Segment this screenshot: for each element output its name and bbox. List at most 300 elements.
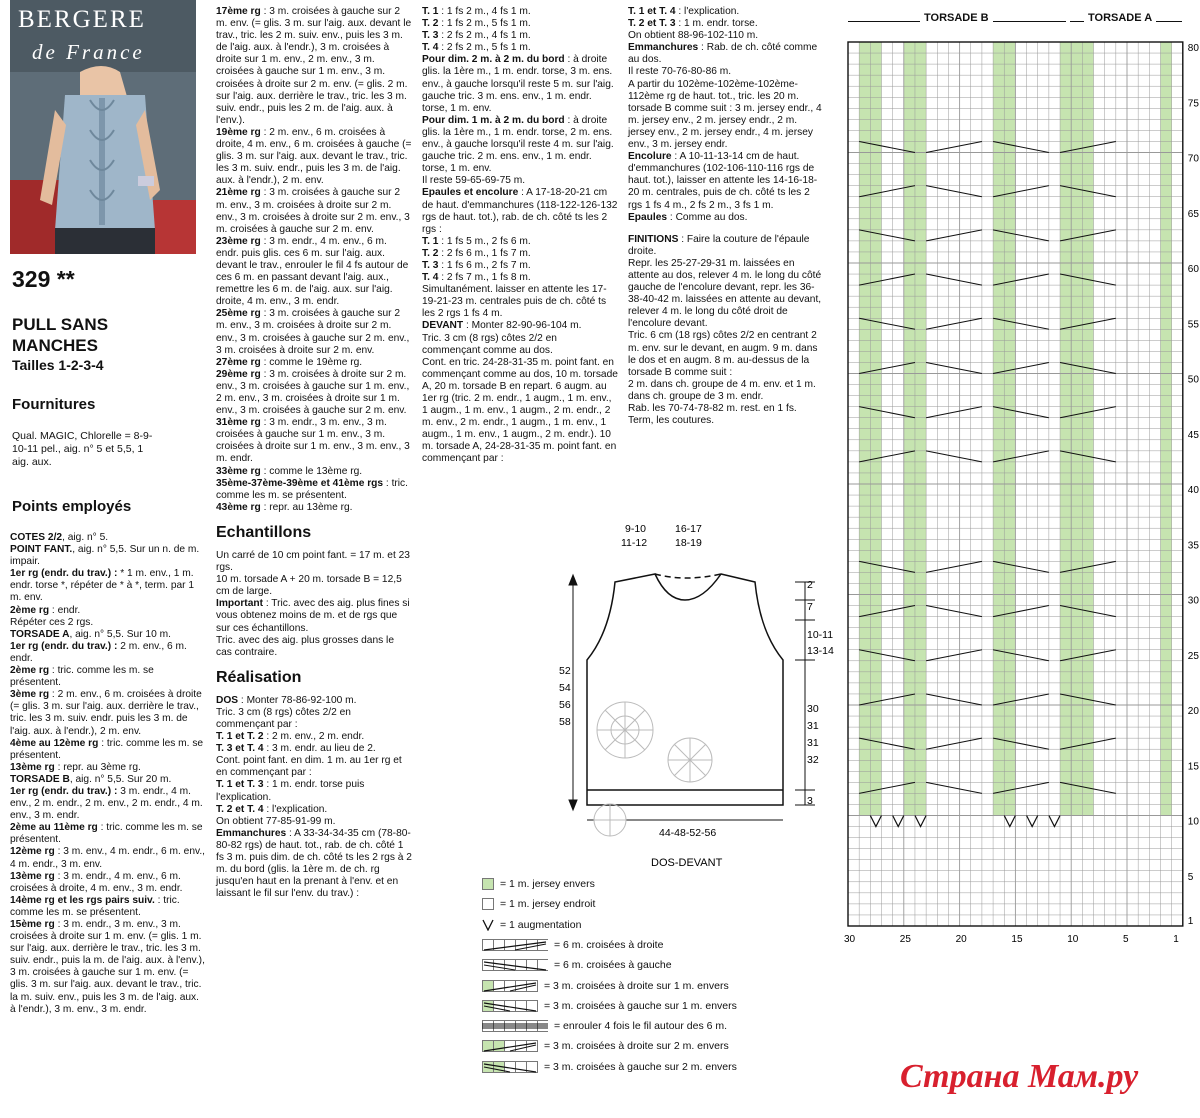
paragraph-text: A partir du 102ème-102ème-102ème-112ème rg de haut. tot., tric. les 20 m. torsade B comme suit : 3 m. jersey endr., 4 m. jersey env., 2 m. jersey endr., 2 m. jersey env., 2 m. jersey endr., 4 m. jersey env., 3 m. jersey endr. bbox=[628, 78, 822, 151]
dim-width: 44-48-52-56 bbox=[659, 827, 717, 839]
paragraph-text: : 1 fs 6 m., 2 fs 7 m. bbox=[438, 259, 531, 271]
paragraph-term: 29ème rg bbox=[216, 368, 261, 380]
paragraph-text: Tric. avec des aig. plus grosses dans le cas contraire. bbox=[216, 634, 394, 658]
paragraph-term: DOS bbox=[216, 694, 239, 706]
instruction-paragraph bbox=[422, 42, 618, 54]
paragraph-term: COTES 2/2 bbox=[10, 532, 63, 543]
paragraph-text: On obtient 77-85-91-99 m. bbox=[216, 815, 336, 827]
model-illustration bbox=[10, 0, 196, 254]
paragraph-text: : 3 m. croisées à gauche sur 2 m. env. (= glis. 3 m. sur l'aig. aux. devant le trav., tric. les 2 m. suiv. env., puis les 3 m. de l'aig. aux. à l'endr.), 3 m. croisées à droite sur 1 m. env., 2 m. env., 3 m. croisées à gauche sur 1 m. env., 3 m. croisées à droite sur 2 m. env. (= glis. 2 m. sur l'aig. aux. derrière le trav., tric. les 3 m. suiv. endr., puis les 2 m. de l'aig. aux. à l'env.). bbox=[216, 6, 412, 126]
cable-cross-mark bbox=[926, 186, 982, 197]
paragraph-text: : 2 fs 2 m., 5 fs 1 m. bbox=[438, 42, 531, 54]
paragraph-term: T. 1 et T. 4 bbox=[628, 6, 676, 17]
stitch-paragraph bbox=[10, 846, 206, 870]
making-text bbox=[216, 695, 412, 901]
instruction-paragraph bbox=[422, 236, 618, 248]
making-paragraph bbox=[216, 779, 412, 803]
making-paragraph bbox=[216, 755, 412, 779]
legend-symbol-icon bbox=[482, 939, 548, 951]
legend-symbol-icon bbox=[482, 959, 548, 971]
y-tick-label: 55 bbox=[1187, 319, 1199, 331]
instruction-paragraph bbox=[422, 260, 618, 272]
dim-neck-1: 9-10 bbox=[625, 523, 647, 535]
paragraph-term: Pour dim. 2 m. à 2 m. du bord bbox=[422, 54, 565, 66]
paragraph-term: 3ème rg bbox=[10, 689, 50, 701]
paragraph-term: 13ème rg bbox=[10, 761, 55, 773]
front-paragraph bbox=[628, 66, 824, 78]
y-tick-label: 25 bbox=[1187, 650, 1199, 662]
legend-label: = enrouler 4 fois le fil autour des 6 m. bbox=[554, 1020, 728, 1033]
dim-right-top-2: 7 bbox=[807, 601, 813, 613]
stitch-paragraph bbox=[10, 774, 206, 786]
legend-label: = 1 augmentation bbox=[500, 918, 582, 931]
instruction-paragraph bbox=[422, 187, 618, 235]
gauge-paragraph bbox=[216, 598, 412, 634]
paragraph-text: : 3 m. endr., 3 m. env., 3 m. croisées à gauche sur 1 m. env., 3 m. croisées à droite sur 1 m. env., 3 m. env., 3 m. endr. bbox=[216, 417, 410, 465]
paragraph-text: Un carré de 10 cm point fant. = 17 m. et 23 rgs. bbox=[216, 549, 410, 574]
paragraph-term: T. 4 bbox=[422, 272, 439, 284]
paragraph-term: 27ème rg bbox=[216, 356, 261, 368]
paragraph-term: T. 2 bbox=[422, 18, 439, 30]
paragraph-term: T. 3 bbox=[422, 30, 439, 42]
stitch-paragraph bbox=[10, 895, 206, 919]
row-paragraph bbox=[216, 308, 412, 356]
brand-subname: de France bbox=[32, 40, 145, 64]
paragraph-term: 31ème rg bbox=[216, 417, 261, 429]
paragraph-term: 1er rg (endr. du trav.) : bbox=[10, 568, 118, 580]
paragraph-text: : Tric. avec des aig. plus fines si vous obtenez moins de m. et de rgs que sur ces échantillons. bbox=[216, 598, 410, 634]
paragraph-term: T. 1 et T. 3 bbox=[216, 779, 264, 791]
paragraph-term: Important bbox=[216, 598, 263, 610]
front-paragraph bbox=[628, 30, 824, 42]
front-paragraph bbox=[628, 212, 824, 224]
paragraph-text: : tric. comme les m. se présentent. bbox=[10, 822, 203, 846]
paragraph-text: : Rab. de ch. côté comme au dos. bbox=[628, 42, 818, 66]
stitch-paragraph bbox=[10, 762, 206, 774]
dim-shoulder-1: 16-17 bbox=[675, 523, 702, 535]
increase-mark bbox=[1049, 816, 1060, 827]
paragraph-term: TORSADE A bbox=[10, 628, 70, 640]
cable-b-label: TORSADE B bbox=[920, 12, 993, 24]
paragraph-text: : Comme au dos. bbox=[667, 211, 748, 223]
paragraph-term: T. 2 bbox=[422, 247, 439, 259]
cable-cross-mark bbox=[926, 230, 982, 241]
legend-item bbox=[482, 877, 595, 891]
legend-symbol-icon bbox=[482, 898, 494, 910]
instruction-paragraph bbox=[422, 248, 618, 260]
paragraph-term: DEVANT bbox=[422, 320, 464, 332]
paragraph-text: 3 m. endr., 4 m. env., 2 m. endr., 2 m. env., 2 m. endr., 4 m. env., 3 m. endr. bbox=[10, 785, 203, 822]
paragraph-term: T. 3 et T. 4 bbox=[216, 743, 264, 755]
paragraph-text: : 1 m. endr. torse. bbox=[675, 18, 758, 30]
gauge-paragraph bbox=[216, 574, 412, 598]
making-paragraph bbox=[216, 804, 412, 816]
paragraph-text: : 3 m. endr. au lieu de 2. bbox=[263, 743, 376, 755]
making-paragraph bbox=[216, 828, 412, 901]
legend-label: = 3 m. croisées à gauche sur 2 m. envers bbox=[544, 1060, 737, 1073]
paragraph-term: 35ème-37ème-39ème et 41ème rgs bbox=[216, 477, 384, 489]
paragraph-term: Encolure bbox=[628, 151, 672, 163]
stitch-paragraph bbox=[10, 786, 206, 822]
paragraph-term: Pour dim. 1 m. à 2 m. du bord bbox=[422, 114, 565, 126]
supplies-header: Fournitures bbox=[12, 396, 96, 413]
stitch-paragraph bbox=[10, 629, 206, 641]
instruction-paragraph bbox=[422, 6, 618, 18]
instruction-paragraph bbox=[422, 54, 618, 114]
paragraph-text: , aig. n° 5,5. Sur 20 m. bbox=[69, 773, 172, 785]
paragraph-text: : comme le 13ème rg. bbox=[260, 465, 363, 477]
y-tick-label: 15 bbox=[1187, 761, 1199, 773]
paragraph-term: Epaules bbox=[628, 211, 668, 223]
paragraph-text: Il reste 70-76-80-86 m. bbox=[628, 66, 732, 78]
stitches-header: Points employés bbox=[12, 498, 132, 515]
front-paragraph bbox=[628, 6, 824, 18]
finishing-paragraph bbox=[628, 258, 824, 331]
dim-length-2: 54 bbox=[559, 682, 571, 694]
knitting-chart bbox=[840, 8, 1200, 958]
stitch-paragraph bbox=[10, 738, 206, 762]
paragraph-term: T. 1 bbox=[422, 6, 439, 17]
instruction-paragraph bbox=[422, 357, 618, 466]
paragraph-term: Emmanchures bbox=[628, 42, 699, 54]
y-tick-label: 40 bbox=[1187, 485, 1199, 497]
paragraph-text: Term, les coutures. bbox=[628, 415, 715, 427]
paragraph-term: 14ème rg et les rgs pairs suiv. bbox=[10, 894, 155, 906]
row-instructions bbox=[216, 6, 412, 514]
paragraph-text: : A 33-34-34-35 cm (78-80-80-82 rgs) de haut. tot., rab. de ch. côté 1 fs 3 m. puis dim. de ch. côté ts les 2 rgs à 2 m. du bord (glis. la 1ère m. de ch. rg jusqu'en haut en la prenant à l'env. et en laissant le fil sur l'env. du trav.) : bbox=[216, 827, 412, 900]
legend-item bbox=[482, 918, 581, 932]
paragraph-term: T. 2 et T. 4 bbox=[216, 803, 264, 815]
legend-item bbox=[482, 958, 672, 972]
cable-cross-mark bbox=[926, 362, 982, 373]
x-tick-label: 25 bbox=[899, 934, 911, 945]
y-tick-label: 10 bbox=[1187, 816, 1199, 828]
paragraph-term: 43ème rg bbox=[216, 501, 261, 513]
instructions-column-2 bbox=[216, 6, 412, 900]
y-tick-label: 75 bbox=[1187, 98, 1199, 110]
paragraph-text: : 1 fs 2 m., 4 fs 1 m. bbox=[438, 6, 531, 17]
stitch-paragraph bbox=[10, 605, 206, 617]
paragraph-text: , aig. n° 5. bbox=[62, 532, 109, 543]
paragraph-term: 21ème rg bbox=[216, 187, 261, 199]
dim-body-3: 31 bbox=[807, 737, 819, 749]
instruction-paragraph bbox=[422, 320, 618, 332]
paragraph-text: : 3 m. croisées à gauche sur 2 m. env., 3 m. croisées à droite sur 2 m. env., 3 m. croisées à gauche sur 2 m. env., 3 m. croisées à droite sur 2 m. env. bbox=[216, 308, 410, 356]
increase-mark bbox=[915, 816, 926, 827]
y-tick-label: 1 bbox=[1187, 916, 1194, 927]
x-tick-label: 20 bbox=[955, 934, 967, 945]
cable-cross-mark bbox=[926, 606, 982, 617]
model-number: 329 ** bbox=[12, 266, 75, 292]
legend-label: = 1 m. jersey endroit bbox=[500, 898, 596, 911]
instructions-column-3 bbox=[422, 6, 618, 466]
paragraph-text: 2 m. env., 6 m. endr. bbox=[10, 640, 187, 664]
paragraph-text: : 2 m. env., 2 m. endr. bbox=[263, 731, 365, 743]
paragraph-text: : tric. comme les m. se présentent. bbox=[10, 737, 204, 761]
increase-mark bbox=[893, 816, 904, 827]
increase-mark bbox=[1004, 816, 1015, 827]
legend-label: = 3 m. croisées à droite sur 2 m. envers bbox=[544, 1040, 729, 1053]
cable-cross-mark bbox=[926, 274, 982, 285]
dim-length-1: 52 bbox=[559, 665, 571, 677]
legend-symbol-icon bbox=[482, 980, 538, 992]
stitch-paragraph bbox=[10, 689, 206, 737]
legend-item bbox=[482, 1060, 737, 1074]
pattern-title bbox=[12, 314, 162, 356]
paragraph-text: : à droite glis. la 1ère m., 1 m. endr. torse, 3 m. ens. env., à gauche lorsqu'il reste 5 m. sur l'aig. gauche tric. 3 m. ens. env., 1 m. endr. torse, 1 m. env. bbox=[422, 54, 614, 114]
x-tick-label: 15 bbox=[1011, 934, 1023, 945]
row-paragraph bbox=[216, 502, 412, 514]
cable-cross-mark bbox=[926, 561, 982, 572]
paragraph-text: Tric. 3 cm (8 rgs) côtes 2/2 en commençant par : bbox=[216, 706, 351, 730]
paragraph-term: 17ème rg bbox=[216, 6, 261, 17]
finishing-paragraph bbox=[628, 234, 824, 258]
legend-item bbox=[482, 999, 737, 1013]
paragraph-text: : 3 m. endr., 3 m. env., 3 m. croisées à droite sur 1 m. env. (= glis. 1 m. sur l'aig. aux. derrière le trav., tric. les 3 m. suiv. endr., puis la m. de l'aig. aux. à l'env.), 3 m. croisées à gauche sur 1 m. env. (= glis. 3 m. sur l'aig. aux. devant le trav., tric. la m. suiv. env., puis les 3 m. de l'aig. aux. à l'endr.), 3 m. env., 3 m. endr. bbox=[10, 919, 205, 1015]
finishing-paragraph bbox=[628, 403, 824, 415]
legend-item bbox=[482, 938, 663, 952]
paragraph-text: Simultanément. laisser en attente les 17-19-21-23 m. centrales puis de ch. côté ts les 2 rgs 1 fs 4 m. bbox=[422, 284, 607, 320]
paragraph-term: 1er rg (endr. du trav.) : bbox=[10, 785, 118, 797]
y-tick-label: 35 bbox=[1187, 540, 1199, 552]
row-paragraph bbox=[216, 417, 412, 465]
paragraph-term: 1er rg (endr. du trav.) : bbox=[10, 640, 118, 652]
legend-item bbox=[482, 979, 729, 993]
paragraph-text: : 3 m. endr., 4 m. env., 6 m. croisées à droite, 4 m. env., 3 m. endr. bbox=[10, 870, 183, 894]
dim-armhole-1: 10-11 bbox=[807, 629, 834, 641]
paragraph-text: : l'explication. bbox=[263, 803, 328, 815]
dim-shoulder-2: 18-19 bbox=[675, 537, 702, 549]
legend-symbol-icon bbox=[482, 919, 494, 931]
row-paragraph bbox=[216, 127, 412, 187]
paragraph-text: , aig. n° 5,5. Sur un n. de m. impair. bbox=[10, 544, 200, 568]
finishing-paragraph bbox=[628, 379, 824, 403]
paragraph-term: 25ème rg bbox=[216, 308, 261, 320]
cable-cross-mark bbox=[926, 650, 982, 661]
supplies-text: Qual. MAGIC, Chlorelle = 8-9-10-11 pel., aig. n° 5 et 5,5, 1 aig. aux. bbox=[12, 430, 153, 468]
cable-cross-mark bbox=[926, 738, 982, 749]
paragraph-text: Cont. en tric. 24-28-31-35 m. point fant. en commençant comme au dos, 10 m. torsade A, 20 m. torsade B en repart. 6 augm. au 1er rg (tric. 2 m. endr., 1 augm., 1 m. env., 1 augm., 1 m. env., 1 augm., 2 m. endr., 2 m. env., 2 m. endr., 1 augm., 1 m. env., 1 augm., 1 m. env., 1 augm., 2 m. endr.). 10 m. torsade A, 24-28-31-35 m. point fant. en commençant par : bbox=[422, 356, 618, 465]
paragraph-term: T. 2 et T. 3 bbox=[628, 18, 676, 30]
paragraph-text: : tric. comme les m. se présentent. bbox=[10, 665, 154, 689]
paragraph-text: : 1 m. endr. torse puis l'explication. bbox=[216, 779, 365, 803]
making-paragraph bbox=[216, 731, 412, 743]
instruction-paragraph bbox=[422, 175, 618, 187]
x-tick-label: 30 bbox=[844, 934, 856, 945]
cable-cross-mark bbox=[926, 782, 982, 793]
paragraph-text: : à droite glis. la 1ère m., 1 m. endr. torse, 2 m. ens. env., à gauche lorsqu'il reste 4 m. sur l'aig. gauche tric. 2 m. ens. env., 1 m. endr. torse, 1 m. env. bbox=[422, 114, 614, 175]
y-tick-label: 45 bbox=[1187, 429, 1199, 441]
paragraph-text: : repr. au 3ème rg. bbox=[54, 761, 141, 773]
gauge-paragraph bbox=[216, 635, 412, 659]
instruction-paragraph bbox=[422, 272, 618, 284]
finishing-paragraph bbox=[628, 415, 824, 427]
paragraph-text: : tric. comme les m. se présentent. bbox=[10, 894, 180, 918]
stitch-paragraph bbox=[10, 822, 206, 846]
paragraph-term: FINITIONS bbox=[628, 233, 679, 245]
cable-cross-mark bbox=[926, 318, 982, 329]
x-tick-label: 10 bbox=[1067, 934, 1079, 945]
row-paragraph bbox=[216, 369, 412, 417]
instruction-paragraph bbox=[422, 18, 618, 30]
front-instructions bbox=[628, 6, 824, 224]
paragraph-term: TORSADE B bbox=[10, 773, 70, 785]
paragraph-text: 2 m. dans ch. groupe de 4 m. env. et 1 m. dans ch. groupe de 3 m. endr. bbox=[628, 378, 816, 402]
instruction-paragraph bbox=[422, 284, 618, 320]
cable-a-label: TORSADE A bbox=[1084, 12, 1156, 24]
pattern-sizes: Tailles 1-2-3-4 bbox=[12, 357, 104, 373]
legend-symbol-icon bbox=[482, 1000, 538, 1012]
paragraph-term: 12ème rg bbox=[10, 846, 55, 858]
row-paragraph bbox=[216, 6, 412, 127]
paragraph-text: : 2 m. env., 6 m. croisées à droite, 4 m. env., 6 m. croisées à gauche (= glis. 3 m. sur l'aig. aux. devant le trav., tric. les 3 m. suiv. endr., puis les 3 m. de l'aig. aux. à l'endr.), 2 m. env. bbox=[216, 126, 412, 187]
increase-mark bbox=[870, 816, 881, 827]
dim-body-1: 30 bbox=[807, 703, 819, 715]
cable-cross-mark bbox=[926, 141, 982, 152]
stitch-paragraph bbox=[10, 641, 206, 665]
making-paragraph bbox=[216, 816, 412, 828]
stitch-paragraph bbox=[10, 532, 206, 544]
instructions-column-4 bbox=[628, 6, 824, 427]
making-paragraph bbox=[216, 743, 412, 755]
paragraph-text: On obtient 88-96-102-110 m. bbox=[628, 30, 759, 42]
paragraph-term: 2ème rg bbox=[10, 665, 50, 677]
paragraph-term: POINT FANT. bbox=[10, 544, 73, 556]
paragraph-text: : A 10-11-13-14 cm de haut. d'emmanchures (102-106-110-116 rgs de haut. tot.), laisser en attente les 14-16-18-20 m. centrales, puis de ch. côté ts les 2 rgs 1 fs 4 m., 2 fs 2 m., 3 fs 1 m. bbox=[628, 151, 818, 211]
paragraph-term: T. 1 bbox=[422, 235, 439, 247]
y-tick-label: 65 bbox=[1187, 208, 1199, 220]
y-tick-label: 60 bbox=[1187, 264, 1199, 276]
front-paragraph bbox=[628, 42, 824, 66]
front-paragraph bbox=[628, 18, 824, 30]
paragraph-term: 2ème au 11ème rg bbox=[10, 822, 98, 834]
cable-cross-mark bbox=[926, 694, 982, 705]
legend-symbol-icon bbox=[482, 878, 494, 890]
legend-label: = 6 m. croisées à gauche bbox=[554, 959, 672, 972]
schematic-outline bbox=[587, 574, 783, 805]
legend-item bbox=[482, 1039, 729, 1053]
dim-ribbing: 3 bbox=[807, 795, 813, 807]
gauge-paragraph bbox=[216, 550, 412, 574]
paragraph-text: : tric. comme les m. se présentent. bbox=[216, 477, 408, 501]
stitch-paragraph bbox=[10, 871, 206, 895]
y-tick-label: 30 bbox=[1187, 595, 1199, 607]
paragraph-text: : A 17-18-20-21 cm de haut. d'emmanchures (118-122-126-132 rgs de haut. tot.), rab. de ch. côté ts les 2 rgs : bbox=[422, 187, 618, 235]
stitch-paragraph bbox=[10, 665, 206, 689]
paragraph-text: : endr. bbox=[49, 604, 81, 616]
paragraph-text: : 1 fs 5 m., 2 fs 6 m. bbox=[438, 235, 531, 247]
legend-symbol-icon bbox=[482, 1061, 538, 1073]
legend-label: = 3 m. croisées à gauche sur 1 m. envers bbox=[544, 999, 737, 1012]
instruction-paragraph bbox=[422, 115, 618, 175]
paragraph-term: 4ème au 12ème rg bbox=[10, 737, 99, 749]
row-paragraph bbox=[216, 478, 412, 502]
paragraph-text: : comme le 19ème rg. bbox=[260, 356, 363, 368]
product-photo bbox=[10, 0, 196, 254]
instruction-paragraph bbox=[422, 30, 618, 42]
paragraph-term: 33ème rg bbox=[216, 465, 261, 477]
paragraph-term: T. 1 et T. 2 bbox=[216, 731, 264, 743]
instruction-paragraph bbox=[422, 333, 618, 357]
dim-right-top-1: 2 bbox=[807, 579, 813, 591]
paragraph-text: : 2 fs 7 m., 1 fs 8 m. bbox=[438, 272, 531, 284]
gauge-text bbox=[216, 550, 412, 659]
stitch-paragraph bbox=[10, 617, 206, 629]
paragraph-text: : 2 m. env., 6 m. croisées à droite (= glis. 3 m. sur l'aig. aux. derrière le trav., tric. les 3 m. suiv. endr. puis les 3 m. de l'aig. aux. à l'endr.), 2 m. env. bbox=[10, 689, 202, 737]
legend-symbol-icon bbox=[482, 1040, 538, 1052]
paragraph-text: : 3 m. endr., 4 m. env., 6 m. endr. puis glis. ces 6 m. sur l'aig. aux. devant le trav., enrouler le fil 4 fs autour de ces 6 m. en passant devant l'aig. aux., remettre les 6 m. de l'aig. aux. sur l'aig. droite, 4 m. env., 3 m. endr. bbox=[216, 235, 409, 308]
y-tick-label: 80 bbox=[1187, 43, 1199, 55]
stitch-paragraph bbox=[10, 568, 206, 604]
front-paragraph bbox=[628, 151, 824, 211]
dim-length-4: 58 bbox=[559, 716, 571, 728]
cable-cross-mark bbox=[926, 407, 982, 418]
gauge-header: Echantillons bbox=[216, 523, 312, 541]
stitch-paragraph bbox=[10, 919, 206, 1016]
stitches-column bbox=[10, 532, 206, 1016]
paragraph-text: : 2 fs 2 m., 4 fs 1 m. bbox=[438, 30, 531, 42]
paragraph-text: 10 m. torsade A + 20 m. torsade B = 12,5 cm de large. bbox=[216, 574, 402, 598]
legend-item bbox=[482, 1019, 727, 1033]
x-tick-label: 5 bbox=[1123, 934, 1129, 945]
making-header: Réalisation bbox=[216, 668, 302, 686]
y-tick-label: 70 bbox=[1187, 153, 1199, 165]
paragraph-term: Epaules et encolure bbox=[422, 187, 519, 199]
paragraph-text: Tric. 6 cm (18 rgs) côtes 2/2 en centrant 2 m. env. sur le devant, en augm. 9 m. dans le dos et en augm. 8 m. au-dessus de la torsade B comme suit : bbox=[628, 330, 818, 378]
paragraph-text: : 2 fs 6 m., 1 fs 7 m. bbox=[438, 247, 531, 259]
paragraph-text: Tric. 3 cm (8 rgs) côtes 2/2 en commençant comme au dos. bbox=[422, 332, 557, 356]
dim-neck-2: 11-12 bbox=[621, 537, 648, 549]
paragraph-text: : Monter 78-86-92-100 m. bbox=[238, 694, 357, 706]
legend-label: = 3 m. croisées à droite sur 1 m. envers bbox=[544, 979, 729, 992]
paragraph-text: * 1 m. env., 1 m. endr. torse *, répéter de * à *, term. par 1 m. env. bbox=[10, 568, 195, 604]
finishing-paragraph bbox=[628, 330, 824, 378]
paragraph-term: 13ème rg bbox=[10, 870, 55, 882]
legend-symbol-icon bbox=[482, 1020, 548, 1032]
y-tick-label: 5 bbox=[1187, 871, 1194, 883]
dim-body-4: 32 bbox=[807, 754, 819, 766]
row-paragraph bbox=[216, 357, 412, 369]
cable-cross-mark bbox=[926, 451, 982, 462]
legend-item bbox=[482, 897, 595, 911]
paragraph-text: : 1 fs 2 m., 5 fs 1 m. bbox=[438, 18, 531, 30]
row-paragraph bbox=[216, 187, 412, 235]
paragraph-text: : 3 m. env., 4 m. endr., 6 m. env., 4 m. endr., 3 m. env. bbox=[10, 846, 205, 870]
brand-name: BERGERE bbox=[18, 6, 146, 33]
site-watermark: Страна Мам.ру bbox=[900, 1058, 1139, 1095]
paragraph-text: : l'explication. bbox=[675, 6, 740, 17]
y-tick-label: 20 bbox=[1187, 706, 1199, 718]
y-tick-label: 50 bbox=[1187, 374, 1199, 386]
garment-schematic bbox=[555, 520, 840, 875]
paragraph-text: Il reste 59-65-69-75 m. bbox=[422, 175, 526, 187]
paragraph-text: : 3 m. croisées à droite sur 2 m. env., 3 m. croisées à gauche sur 1 m. env., 2 m. env., 3 m. croisées à droite sur 1 m. env., 3 m. croisées à gauche sur 2 m. env. bbox=[216, 368, 410, 417]
paragraph-term: 2ème rg bbox=[10, 604, 50, 616]
finishing-instructions bbox=[628, 234, 824, 428]
paragraph-text: Répéter ces 2 rgs. bbox=[10, 616, 94, 628]
dim-armhole-2: 13-14 bbox=[807, 645, 834, 657]
paragraph-term: 19ème rg bbox=[216, 126, 261, 138]
stitch-paragraph bbox=[10, 544, 206, 568]
paragraph-term: 23ème rg bbox=[216, 235, 261, 247]
paragraph-text: : Faire la couture de l'épaule droite. bbox=[628, 233, 810, 257]
dim-body-2: 31 bbox=[807, 720, 819, 732]
paragraph-term: T. 3 bbox=[422, 259, 439, 271]
schematic-label: DOS-DEVANT bbox=[651, 857, 723, 869]
increase-mark bbox=[1027, 816, 1038, 827]
snowflake-decoration bbox=[594, 702, 712, 836]
paragraph-text: : repr. au 13ème rg. bbox=[260, 501, 353, 513]
